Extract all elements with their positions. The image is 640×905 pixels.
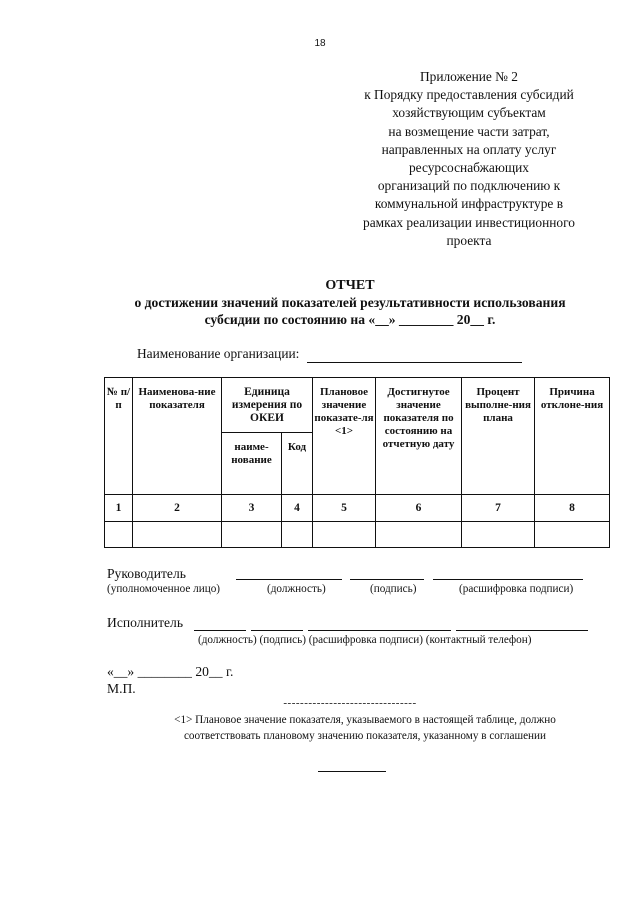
head-position-line[interactable] xyxy=(236,579,342,580)
head-sublabel: (уполномоченное лицо) xyxy=(107,583,221,595)
column-number: 7 xyxy=(462,495,535,522)
column-number: 8 xyxy=(535,495,610,522)
organization-row xyxy=(137,346,522,363)
column-number: 4 xyxy=(282,495,313,522)
annex-line: Приложение № 2 xyxy=(419,69,519,84)
signature-caption: (подпись) xyxy=(370,583,417,595)
organization-label: Наименование организации: xyxy=(137,346,300,361)
header-indicator-name: Наименова-ние показателя xyxy=(133,378,222,495)
executor-decoding-line[interactable] xyxy=(308,630,451,631)
annex-line: коммунальной инфраструктуре в xyxy=(374,196,564,212)
data-cell[interactable] xyxy=(462,522,535,548)
report-subtitle-line1: о достижении значений показателей результативности использования xyxy=(134,295,566,310)
header-unit-code: Код xyxy=(282,433,313,495)
page-number: 18 xyxy=(314,38,326,49)
decoding-caption: (расшифровка подписи) xyxy=(459,583,574,595)
annex-block xyxy=(345,68,593,250)
organization-field[interactable] xyxy=(307,346,522,363)
executor-label: Исполнитель xyxy=(107,615,184,630)
data-cell[interactable] xyxy=(133,522,222,548)
date-line: «__» ________ 20__ г. xyxy=(107,664,234,679)
executor-caption: (должность) (подпись) (расшифровка подписи) (контактный телефон) xyxy=(198,634,532,646)
report-table xyxy=(104,377,610,548)
data-cell[interactable] xyxy=(105,522,133,548)
column-number: 1 xyxy=(105,495,133,522)
executor-phone-line[interactable] xyxy=(456,630,588,631)
annex-line: к Порядку предоставления субсидий xyxy=(364,87,574,103)
stamp-label: М.П. xyxy=(107,681,136,696)
annex-line: рамках реализации инвестиционного xyxy=(363,214,575,230)
executor-signature-line[interactable] xyxy=(251,630,303,631)
end-divider xyxy=(318,771,386,772)
column-number: 2 xyxy=(133,495,222,522)
header-planned: Плановое значение показате-ля <1> xyxy=(313,378,376,495)
head-signature-line[interactable] xyxy=(350,579,424,580)
head-decoding-line[interactable] xyxy=(433,579,583,580)
data-cell[interactable] xyxy=(282,522,313,548)
position-caption: (должность) xyxy=(267,583,326,595)
header-percent: Процент выполне-ния плана xyxy=(462,378,535,495)
annex-line: ресурсоснабжающих xyxy=(408,160,529,176)
footnote-line2: соответствовать плановому значению показателя, указанному в соглашении xyxy=(183,730,547,742)
header-unit: Единица измерения по ОКЕИ xyxy=(222,378,313,433)
header-unit-name: наиме-нование xyxy=(222,433,282,495)
footnote-line1: <1> Плановое значение показателя, указываемого в настоящей таблице, должно xyxy=(174,714,556,726)
footnote-separator: -------------------------------- xyxy=(283,697,417,709)
report-title: ОТЧЕТ xyxy=(325,278,375,293)
data-cell[interactable] xyxy=(376,522,462,548)
head-label: Руководитель xyxy=(107,566,186,581)
header-no: № п/п xyxy=(105,378,133,495)
header-achieved: Достигнутое значение показателя по состоянию на отчетную дату xyxy=(376,378,462,495)
column-number: 3 xyxy=(222,495,282,522)
annex-line: организаций по подключению к xyxy=(377,178,561,194)
report-subtitle-line2: субсидии по состоянию на «__» ________ 20__ г. xyxy=(204,312,496,327)
executor-position-line[interactable] xyxy=(194,630,246,631)
column-number: 5 xyxy=(313,495,376,522)
column-number: 6 xyxy=(376,495,462,522)
data-cell[interactable] xyxy=(313,522,376,548)
annex-line: направленных на оплату услуг xyxy=(381,141,557,157)
data-cell[interactable] xyxy=(222,522,282,548)
annex-line: проекта xyxy=(446,232,492,248)
header-reason: Причина отклоне-ния xyxy=(535,378,610,495)
data-cell[interactable] xyxy=(535,522,610,548)
annex-line: хозяйствующим субъектам xyxy=(392,105,546,121)
annex-line: на возмещение части затрат, xyxy=(388,123,550,139)
